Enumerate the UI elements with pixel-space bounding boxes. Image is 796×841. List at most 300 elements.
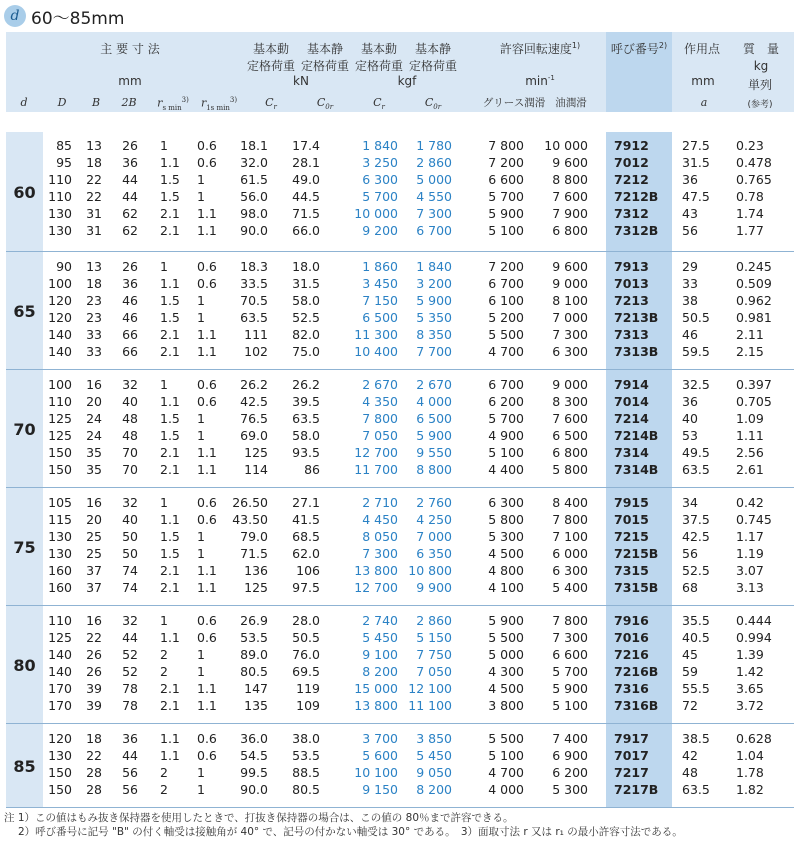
cell-dyn-load-kn: 114 bbox=[244, 462, 268, 477]
cell-outer-dia: 170 bbox=[48, 698, 72, 713]
cell-width-2b: 56 bbox=[122, 782, 138, 797]
cell-speed-grease: 4 300 bbox=[488, 664, 524, 679]
cell-load-center: 56 bbox=[682, 223, 698, 238]
cell-outer-dia: 125 bbox=[48, 630, 72, 645]
cell-mass: 1.11 bbox=[736, 428, 764, 443]
cell-width-2b: 74 bbox=[122, 563, 138, 578]
cell-chamfer-r1: 1 bbox=[197, 765, 205, 780]
cell-static-load-kgf: 12 100 bbox=[408, 681, 452, 696]
cell-dyn-load-kn: 26.50 bbox=[232, 495, 268, 510]
cell-bearing-number: 7315 bbox=[614, 563, 649, 578]
table-row bbox=[6, 377, 794, 393]
cell-width-2b: 66 bbox=[122, 327, 138, 342]
cell-width: 16 bbox=[86, 613, 102, 628]
cell-dyn-load-kgf: 8 200 bbox=[362, 664, 398, 679]
cell-dyn-load-kgf: 13 800 bbox=[354, 563, 398, 578]
col-d: d bbox=[20, 96, 28, 109]
cell-bearing-number: 7014 bbox=[614, 394, 649, 409]
cell-speed-oil: 7 400 bbox=[552, 731, 588, 746]
cell-dyn-load-kgf: 13 800 bbox=[354, 698, 398, 713]
cell-load-center: 37.5 bbox=[682, 512, 710, 527]
cell-dyn-load-kgf: 12 700 bbox=[354, 580, 398, 595]
cell-outer-dia: 110 bbox=[48, 172, 72, 187]
cell-static-load-kn: 97.5 bbox=[292, 580, 320, 595]
footnote-2: 2）呼び番号に記号 "B" の付く軸受は接触角が 40° で、記号の付かない軸受は 30° である。 3）面取寸法 r 又は r₁ の最小許容寸法である。 bbox=[18, 826, 683, 838]
table-row bbox=[6, 580, 794, 596]
cell-load-center: 40.5 bbox=[682, 630, 710, 645]
table-row bbox=[6, 189, 794, 205]
cell-width-2b: 44 bbox=[122, 630, 138, 645]
table-row bbox=[6, 155, 794, 171]
cell-speed-oil: 9 600 bbox=[552, 259, 588, 274]
cell-static-load-kn: 69.5 bbox=[292, 664, 320, 679]
cell-static-load-kn: 27.1 bbox=[292, 495, 320, 510]
table-row bbox=[6, 546, 794, 562]
cell-speed-grease: 5 500 bbox=[488, 630, 524, 645]
cell-speed-grease: 5 800 bbox=[488, 512, 524, 527]
cell-chamfer-r: 2 bbox=[160, 664, 168, 679]
cell-static-load-kn: 50.5 bbox=[292, 630, 320, 645]
table-row bbox=[6, 512, 794, 528]
cell-bearing-number: 7212B bbox=[614, 189, 659, 204]
cell-load-center: 36 bbox=[682, 172, 698, 187]
cell-dyn-load-kn: 71.5 bbox=[240, 546, 268, 561]
bore-diameter-label: 85 bbox=[6, 724, 43, 808]
cell-dyn-load-kn: 32.0 bbox=[240, 155, 268, 170]
cell-chamfer-r: 1.1 bbox=[160, 630, 180, 645]
cell-chamfer-r: 2.1 bbox=[160, 206, 180, 221]
cell-speed-grease: 5 900 bbox=[488, 206, 524, 221]
cell-chamfer-r: 1.5 bbox=[160, 428, 180, 443]
cell-speed-oil: 7 100 bbox=[552, 529, 588, 544]
cell-chamfer-r: 1 bbox=[160, 495, 168, 510]
cell-dyn-load-kgf: 10 000 bbox=[354, 206, 398, 221]
cell-static-load-kn: 93.5 bbox=[292, 445, 320, 460]
cell-static-load-kn: 26.2 bbox=[292, 377, 320, 392]
cell-static-load-kn: 76.0 bbox=[292, 647, 320, 662]
cell-dyn-load-kgf: 12 700 bbox=[354, 445, 398, 460]
bore-diameter-label: 65 bbox=[6, 252, 43, 370]
cell-speed-grease: 5 700 bbox=[488, 411, 524, 426]
col-Cr: $C_r$ bbox=[265, 96, 277, 112]
cell-width: 37 bbox=[86, 563, 102, 578]
cell-bearing-number: 7016 bbox=[614, 630, 649, 645]
cell-load-center: 42 bbox=[682, 748, 698, 763]
cell-load-center: 29 bbox=[682, 259, 698, 274]
cell-mass: 0.509 bbox=[736, 276, 772, 291]
cell-dyn-load-kn: 26.2 bbox=[240, 377, 268, 392]
cell-dyn-load-kn: 56.0 bbox=[240, 189, 268, 204]
cell-outer-dia: 90 bbox=[56, 259, 72, 274]
cell-static-load-kgf: 5 900 bbox=[416, 428, 452, 443]
cell-dyn-load-kn: 102 bbox=[244, 344, 268, 359]
cell-dyn-load-kgf: 2 670 bbox=[362, 377, 398, 392]
cell-speed-oil: 8 400 bbox=[552, 495, 588, 510]
cell-speed-grease: 4 800 bbox=[488, 563, 524, 578]
cell-width-2b: 70 bbox=[122, 462, 138, 477]
col-C0r-kgf: $C_{0r}$ bbox=[424, 96, 442, 112]
cell-dyn-load-kn: 26.9 bbox=[240, 613, 268, 628]
cell-load-center: 35.5 bbox=[682, 613, 710, 628]
cell-chamfer-r: 1.1 bbox=[160, 394, 180, 409]
cell-static-load-kn: 109 bbox=[296, 698, 320, 713]
cell-chamfer-r1: 1.1 bbox=[197, 206, 217, 221]
cell-dyn-load-kn: 70.5 bbox=[240, 293, 268, 308]
table-row bbox=[6, 293, 794, 309]
cell-outer-dia: 160 bbox=[48, 580, 72, 595]
table-row bbox=[6, 172, 794, 188]
table-row bbox=[6, 344, 794, 360]
cell-static-load-kgf: 10 800 bbox=[408, 563, 452, 578]
cell-width-2b: 40 bbox=[122, 394, 138, 409]
cell-bearing-number: 7217B bbox=[614, 782, 659, 797]
cell-static-load-kn: 28.0 bbox=[292, 613, 320, 628]
cell-width: 22 bbox=[86, 172, 102, 187]
cell-width: 18 bbox=[86, 731, 102, 746]
cell-speed-oil: 7 800 bbox=[552, 512, 588, 527]
cell-static-load-kn: 82.0 bbox=[292, 327, 320, 342]
cell-width-2b: 32 bbox=[122, 377, 138, 392]
cell-outer-dia: 130 bbox=[48, 546, 72, 561]
cell-chamfer-r: 1 bbox=[160, 377, 168, 392]
cell-static-load-kgf: 5 000 bbox=[416, 172, 452, 187]
table-row bbox=[6, 276, 794, 292]
cell-width-2b: 52 bbox=[122, 664, 138, 679]
cell-load-center: 46 bbox=[682, 327, 698, 342]
cell-speed-grease: 4 700 bbox=[488, 344, 524, 359]
cell-speed-oil: 7 600 bbox=[552, 411, 588, 426]
cell-width: 22 bbox=[86, 630, 102, 645]
cell-outer-dia: 115 bbox=[48, 512, 72, 527]
cell-chamfer-r1: 1.1 bbox=[197, 344, 217, 359]
cell-speed-grease: 6 700 bbox=[488, 276, 524, 291]
cell-mass: 0.705 bbox=[736, 394, 772, 409]
cell-width-2b: 66 bbox=[122, 344, 138, 359]
cell-chamfer-r: 1.1 bbox=[160, 512, 180, 527]
cell-chamfer-r1: 0.6 bbox=[197, 731, 217, 746]
cell-dyn-load-kgf: 11 300 bbox=[354, 327, 398, 342]
cell-dyn-load-kgf: 5 600 bbox=[362, 748, 398, 763]
cell-load-center: 33 bbox=[682, 276, 698, 291]
cell-chamfer-r: 1.5 bbox=[160, 310, 180, 325]
cell-width-2b: 62 bbox=[122, 223, 138, 238]
cell-load-center: 48 bbox=[682, 765, 698, 780]
cell-static-load-kgf: 2 860 bbox=[416, 613, 452, 628]
cell-speed-grease: 5 700 bbox=[488, 189, 524, 204]
cell-bearing-number: 7316 bbox=[614, 681, 649, 696]
table-row bbox=[6, 327, 794, 343]
cell-mass: 0.444 bbox=[736, 613, 772, 628]
cell-mass: 1.77 bbox=[736, 223, 764, 238]
cell-chamfer-r1: 1.1 bbox=[197, 223, 217, 238]
cell-outer-dia: 120 bbox=[48, 310, 72, 325]
table-row bbox=[6, 613, 794, 629]
cell-speed-oil: 6 600 bbox=[552, 647, 588, 662]
cell-static-load-kn: 66.0 bbox=[292, 223, 320, 238]
cell-outer-dia: 170 bbox=[48, 681, 72, 696]
cell-static-load-kn: 39.5 bbox=[292, 394, 320, 409]
col-rs-min: $r_{s min}^{3)}$ bbox=[157, 96, 189, 112]
cell-static-load-kn: 41.5 bbox=[292, 512, 320, 527]
cell-width: 26 bbox=[86, 647, 102, 662]
col-r1s-min: $r_{1s min}^{3)}$ bbox=[200, 96, 238, 112]
cell-width-2b: 50 bbox=[122, 529, 138, 544]
cell-speed-oil: 7 300 bbox=[552, 630, 588, 645]
cell-dyn-load-kn: 18.1 bbox=[240, 138, 268, 153]
cell-outer-dia: 125 bbox=[48, 428, 72, 443]
cell-speed-grease: 5 300 bbox=[488, 529, 524, 544]
cell-speed-grease: 7 200 bbox=[488, 259, 524, 274]
cell-speed-grease: 4 500 bbox=[488, 681, 524, 696]
table-row bbox=[6, 394, 794, 410]
cell-static-load-kgf: 2 670 bbox=[416, 377, 452, 392]
cell-load-center: 31.5 bbox=[682, 155, 710, 170]
cell-width: 22 bbox=[86, 748, 102, 763]
cell-dyn-load-kn: 90.0 bbox=[240, 782, 268, 797]
cell-dyn-load-kn: 111 bbox=[244, 327, 268, 342]
cell-width-2b: 52 bbox=[122, 647, 138, 662]
cell-dyn-load-kgf: 9 200 bbox=[362, 223, 398, 238]
cell-static-load-kn: 38.0 bbox=[292, 731, 320, 746]
cell-static-load-kgf: 7 750 bbox=[416, 647, 452, 662]
cell-mass: 2.11 bbox=[736, 327, 764, 342]
cell-dyn-load-kn: 54.5 bbox=[240, 748, 268, 763]
cell-chamfer-r: 1.1 bbox=[160, 731, 180, 746]
cell-static-load-kgf: 5 150 bbox=[416, 630, 452, 645]
cell-outer-dia: 150 bbox=[48, 765, 72, 780]
cell-load-center: 38.5 bbox=[682, 731, 710, 746]
cell-chamfer-r1: 1 bbox=[197, 189, 205, 204]
cell-dyn-load-kgf: 6 300 bbox=[362, 172, 398, 187]
cell-bearing-number: 7215 bbox=[614, 529, 649, 544]
bore-group-60 bbox=[6, 132, 794, 252]
cell-width: 25 bbox=[86, 546, 102, 561]
cell-dyn-load-kgf: 3 700 bbox=[362, 731, 398, 746]
bore-diameter-label: 75 bbox=[6, 488, 43, 606]
cell-chamfer-r: 1.5 bbox=[160, 411, 180, 426]
col-2B: 2B bbox=[121, 96, 137, 109]
cell-dyn-load-kn: 42.5 bbox=[240, 394, 268, 409]
cell-load-center: 47.5 bbox=[682, 189, 710, 204]
cell-dyn-load-kgf: 10 400 bbox=[354, 344, 398, 359]
cell-dyn-load-kgf: 9 100 bbox=[362, 647, 398, 662]
unit-min: $\min^{-1}$ bbox=[525, 74, 555, 88]
cell-chamfer-r1: 1.1 bbox=[197, 580, 217, 595]
header-load-center: 作用点 bbox=[683, 42, 720, 56]
bore-diameter-label: 70 bbox=[6, 370, 43, 488]
cell-bearing-number: 7916 bbox=[614, 613, 649, 628]
table-row bbox=[6, 259, 794, 275]
col-oil: 油潤滑 bbox=[555, 97, 587, 109]
cell-width-2b: 78 bbox=[122, 698, 138, 713]
cell-bearing-number: 7914 bbox=[614, 377, 649, 392]
cell-dyn-load-kgf: 11 700 bbox=[354, 462, 398, 477]
cell-dyn-load-kgf: 3 250 bbox=[362, 155, 398, 170]
cell-static-load-kgf: 1 840 bbox=[416, 259, 452, 274]
cell-dyn-load-kgf: 1 840 bbox=[362, 138, 398, 153]
cell-static-load-kgf: 7 050 bbox=[416, 664, 452, 679]
cell-chamfer-r1: 1.1 bbox=[197, 563, 217, 578]
cell-static-load-kgf: 3 200 bbox=[416, 276, 452, 291]
cell-mass: 0.245 bbox=[736, 259, 772, 274]
cell-width: 25 bbox=[86, 529, 102, 544]
cell-width: 20 bbox=[86, 512, 102, 527]
cell-static-load-kgf: 11 100 bbox=[408, 698, 452, 713]
cell-load-center: 50.5 bbox=[682, 310, 710, 325]
cell-width: 23 bbox=[86, 310, 102, 325]
cell-outer-dia: 105 bbox=[48, 495, 72, 510]
cell-width: 28 bbox=[86, 782, 102, 797]
cell-dyn-load-kgf: 9 150 bbox=[362, 782, 398, 797]
table-row bbox=[6, 529, 794, 545]
cell-chamfer-r: 2.1 bbox=[160, 681, 180, 696]
cell-width-2b: 74 bbox=[122, 580, 138, 595]
cell-width-2b: 48 bbox=[122, 411, 138, 426]
cell-mass: 1.42 bbox=[736, 664, 764, 679]
cell-width-2b: 56 bbox=[122, 765, 138, 780]
cell-chamfer-r1: 0.6 bbox=[197, 748, 217, 763]
cell-outer-dia: 160 bbox=[48, 563, 72, 578]
cell-bearing-number: 7313B bbox=[614, 344, 659, 359]
cell-dyn-load-kn: 136 bbox=[244, 563, 268, 578]
table-row bbox=[6, 495, 794, 511]
cell-width-2b: 46 bbox=[122, 293, 138, 308]
cell-dyn-load-kgf: 7 300 bbox=[362, 546, 398, 561]
cell-width-2b: 70 bbox=[122, 445, 138, 460]
header-main-dims: 主 要 寸 法 bbox=[100, 42, 160, 56]
cell-static-load-kgf: 8 800 bbox=[416, 462, 452, 477]
cell-static-load-kgf: 9 050 bbox=[416, 765, 452, 780]
cell-static-load-kgf: 7 300 bbox=[416, 206, 452, 221]
cell-mass: 0.981 bbox=[736, 310, 772, 325]
cell-outer-dia: 120 bbox=[48, 293, 72, 308]
cell-load-center: 52.5 bbox=[682, 563, 710, 578]
cell-static-load-kn: 68.5 bbox=[292, 529, 320, 544]
cell-speed-oil: 6 500 bbox=[552, 428, 588, 443]
bore-group-75 bbox=[6, 488, 794, 606]
cell-speed-grease: 4 000 bbox=[488, 782, 524, 797]
cell-bearing-number: 7215B bbox=[614, 546, 659, 561]
cell-speed-oil: 6 300 bbox=[552, 344, 588, 359]
cell-mass: 1.82 bbox=[736, 782, 764, 797]
table-row bbox=[6, 630, 794, 646]
cell-chamfer-r: 1.5 bbox=[160, 189, 180, 204]
cell-speed-oil: 7 300 bbox=[552, 327, 588, 342]
cell-bearing-number: 7017 bbox=[614, 748, 649, 763]
cell-mass: 2.56 bbox=[736, 445, 764, 460]
unit-kg: kg bbox=[753, 59, 769, 73]
cell-speed-oil: 6 000 bbox=[552, 546, 588, 561]
col-grease: グリース潤滑 bbox=[482, 97, 546, 109]
cell-speed-oil: 5 100 bbox=[552, 698, 588, 713]
header-dyn-load-2: 基本動 bbox=[360, 42, 397, 56]
cell-bearing-number: 7216B bbox=[614, 664, 659, 679]
cell-speed-grease: 4 500 bbox=[488, 546, 524, 561]
cell-width-2b: 62 bbox=[122, 206, 138, 221]
cell-mass: 1.04 bbox=[736, 748, 764, 763]
cell-speed-oil: 8 300 bbox=[552, 394, 588, 409]
table-row bbox=[6, 698, 794, 714]
cell-static-load-kn: 31.5 bbox=[292, 276, 320, 291]
cell-static-load-kgf: 1 780 bbox=[416, 138, 452, 153]
cell-mass: 0.23 bbox=[736, 138, 764, 153]
cell-load-center: 49.5 bbox=[682, 445, 710, 460]
cell-static-load-kgf: 9 900 bbox=[416, 580, 452, 595]
unit-mm: mm bbox=[118, 74, 142, 88]
cell-width: 33 bbox=[86, 344, 102, 359]
table-row bbox=[6, 206, 794, 222]
cell-width-2b: 44 bbox=[122, 172, 138, 187]
cell-dyn-load-kgf: 10 100 bbox=[354, 765, 398, 780]
table-row bbox=[6, 223, 794, 239]
cell-bearing-number: 7912 bbox=[614, 138, 649, 153]
bore-diameter-label: 60 bbox=[6, 132, 43, 252]
cell-speed-oil: 5 700 bbox=[552, 664, 588, 679]
cell-static-load-kgf: 6 700 bbox=[416, 223, 452, 238]
cell-static-load-kn: 53.5 bbox=[292, 748, 320, 763]
cell-static-load-kn: 86 bbox=[304, 462, 320, 477]
cell-speed-oil: 5 400 bbox=[552, 580, 588, 595]
cell-outer-dia: 130 bbox=[48, 223, 72, 238]
cell-width: 23 bbox=[86, 293, 102, 308]
cell-load-center: 27.5 bbox=[682, 138, 710, 153]
cell-width: 20 bbox=[86, 394, 102, 409]
cell-mass: 1.17 bbox=[736, 529, 764, 544]
cell-width: 37 bbox=[86, 580, 102, 595]
cell-static-load-kgf: 8 200 bbox=[416, 782, 452, 797]
cell-width-2b: 32 bbox=[122, 613, 138, 628]
cell-speed-oil: 5 800 bbox=[552, 462, 588, 477]
cell-static-load-kgf: 9 550 bbox=[416, 445, 452, 460]
cell-chamfer-r1: 1.1 bbox=[197, 462, 217, 477]
cell-load-center: 53 bbox=[682, 428, 698, 443]
col-Cr-kgf: $C_r$ bbox=[373, 96, 385, 112]
cell-mass: 2.61 bbox=[736, 462, 764, 477]
cell-chamfer-r1: 1 bbox=[197, 546, 205, 561]
cell-width: 39 bbox=[86, 698, 102, 713]
cell-chamfer-r1: 1.1 bbox=[197, 445, 217, 460]
header-static-load-2: 基本静 bbox=[414, 42, 451, 56]
table-row bbox=[6, 445, 794, 461]
cell-speed-grease: 7 800 bbox=[488, 138, 524, 153]
cell-dyn-load-kn: 76.5 bbox=[240, 411, 268, 426]
cell-static-load-kn: 58.0 bbox=[292, 428, 320, 443]
cell-dyn-load-kgf: 5 700 bbox=[362, 189, 398, 204]
cell-speed-oil: 7 600 bbox=[552, 189, 588, 204]
cell-dyn-load-kn: 63.5 bbox=[240, 310, 268, 325]
cell-mass: 0.994 bbox=[736, 630, 772, 645]
cell-dyn-load-kn: 147 bbox=[244, 681, 268, 696]
cell-static-load-kn: 75.0 bbox=[292, 344, 320, 359]
cell-speed-grease: 6 700 bbox=[488, 377, 524, 392]
cell-dyn-load-kgf: 5 450 bbox=[362, 630, 398, 645]
cell-chamfer-r: 1.5 bbox=[160, 529, 180, 544]
table-row bbox=[6, 411, 794, 427]
cell-static-load-kgf: 7 700 bbox=[416, 344, 452, 359]
cell-chamfer-r: 1 bbox=[160, 138, 168, 153]
cell-speed-oil: 7 900 bbox=[552, 206, 588, 221]
cell-bearing-number: 7312B bbox=[614, 223, 659, 238]
cell-speed-oil: 5 300 bbox=[552, 782, 588, 797]
cell-outer-dia: 150 bbox=[48, 782, 72, 797]
table-row bbox=[6, 462, 794, 478]
cell-outer-dia: 110 bbox=[48, 613, 72, 628]
cell-dyn-load-kn: 80.5 bbox=[240, 664, 268, 679]
cell-bearing-number: 7213B bbox=[614, 310, 659, 325]
cell-static-load-kgf: 4 250 bbox=[416, 512, 452, 527]
cell-chamfer-r1: 0.6 bbox=[197, 377, 217, 392]
header-rated-3: 定格荷重 bbox=[354, 59, 403, 73]
